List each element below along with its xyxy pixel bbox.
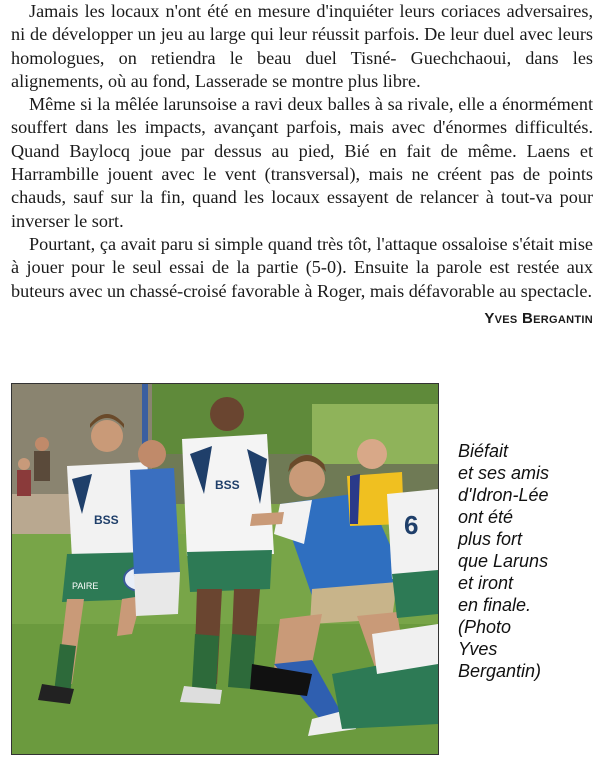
article-paragraph-1: Jamais les locaux n'ont été en mesure d'inquiéter leurs coriaces adversaires, ni de développer un jeu au large qui leur réussit parfois. De leur duel avec leurs homologues, on retiendra le beau duel Tisné- Guechchaoui, dans les alignements, où au fond, Lasserade se montre plus libre. xyxy=(11,1,593,91)
caption-line: en finale. xyxy=(458,595,532,615)
caption-line: Yves xyxy=(458,639,498,659)
caption-line: plus fort xyxy=(458,529,523,549)
article-paragraph-2: Même si la mêlée larunsoise a ravi deux balles à sa rivale, elle a énormément souffert dans les impacts, avançant parfois, mais avec d'énormes difficultés. Quand Baylocq joue par dessus au pied, Bié en fait de même. Laens et Harrambille jouent avec le vent (transversal), mais ne créent pas de points chauds, sauf sur la fin, quand les locaux essayent de relancer à tout-va pour inverser le sort. xyxy=(11,94,593,231)
rugby-photo-illustration xyxy=(12,384,438,754)
article-paragraph-3: Pourtant, ça avait paru si simple quand très tôt, l'attaque ossaloise s'était mise à jouer pour le seul essai de la partie (5-0). Ensuite la parole est restée aux buteurs avec un chassé-croisé favorable à Roger, mais défavorable au spectacle. xyxy=(11,233,593,301)
caption-line: d'Idron-Lée xyxy=(458,485,549,505)
caption-line: Bergantin) xyxy=(458,661,542,681)
caption-line: et iront xyxy=(458,573,514,593)
jersey-sponsor-center: BSS xyxy=(215,478,240,492)
article-body xyxy=(11,0,593,330)
caption-line: Biéfait xyxy=(458,441,509,461)
jersey-number: 6 xyxy=(404,510,419,540)
article-byline: Yves Bergantin xyxy=(484,309,593,327)
caption-line: que Laruns xyxy=(458,551,549,571)
rugby-match-photo xyxy=(11,383,439,755)
caption-line: et ses amis xyxy=(458,463,550,483)
jersey-sponsor-left: BSS xyxy=(94,513,119,527)
caption-line: (Photo xyxy=(458,617,512,637)
shorts-text: PAIRE xyxy=(72,581,99,591)
photo-caption xyxy=(458,440,588,682)
caption-line: ont été xyxy=(458,507,514,527)
